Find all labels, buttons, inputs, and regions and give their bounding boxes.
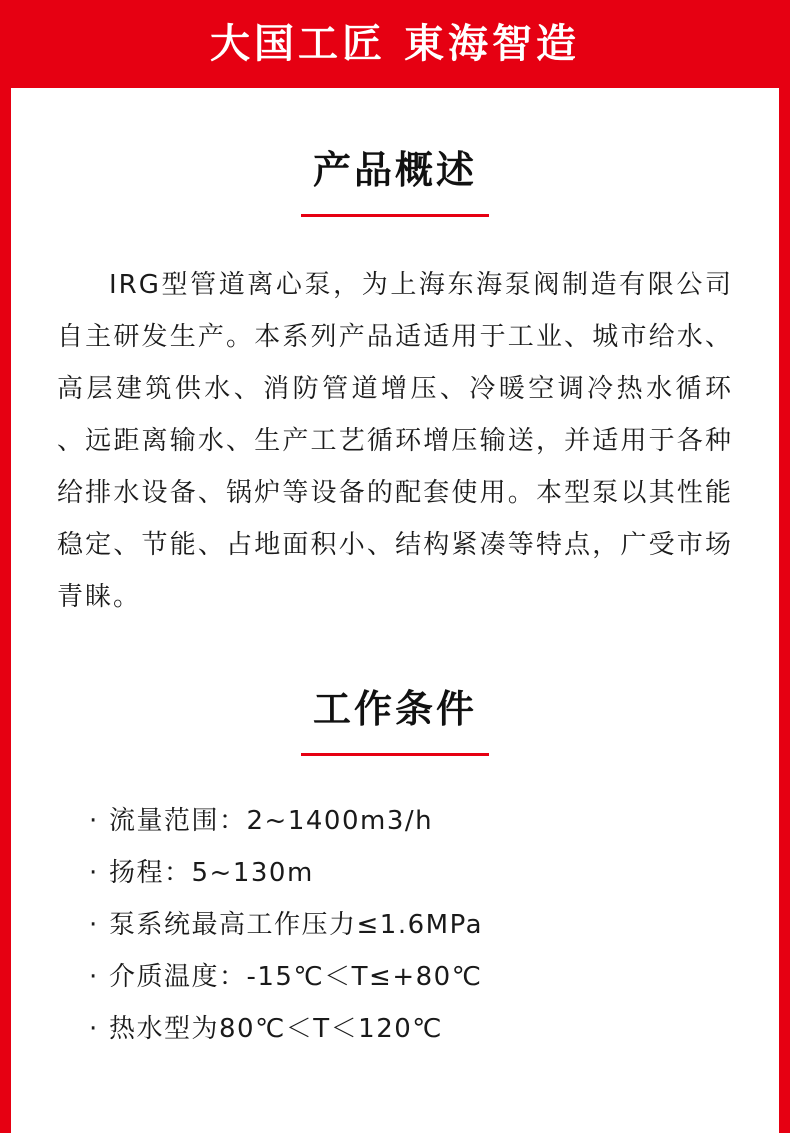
bullet-icon: · — [89, 909, 99, 940]
list-item-label: 热水型为80℃＜T＜120℃ — [109, 1014, 443, 1045]
section-title: 工作条件 — [312, 686, 477, 731]
list-item-label: 流量范围：2~1400m3/h — [109, 805, 434, 836]
bullet-icon: · — [89, 857, 99, 888]
banner-title: 大国工匠 東海智造 — [210, 21, 580, 67]
document-content — [11, 150, 779, 1050]
heading-underline — [301, 753, 489, 756]
bullet-icon: · — [89, 1014, 99, 1045]
list-item — [89, 800, 729, 842]
spec-list — [45, 800, 745, 1051]
list-item-label: 扬程：5~130m — [109, 857, 314, 888]
section-heading-overview — [45, 150, 745, 217]
list-item — [89, 904, 729, 946]
list-item — [89, 1008, 729, 1050]
list-item-label: 泵系统最高工作压力≤1.6MPa — [109, 909, 484, 940]
overview-paragraph: IRG型管道离心泵，为上海东海泵阀制造有限公司自主研发生产。本系列产品适适用于工业、城市给水、高层建筑供水、消防管道增压、冷暖空调冷热水循环 、远距离输水、生产工艺循环增压输送，并适用于各种给排水设备、锅炉等设备的配套使用。本型泵以其性能稳定、节能、占地面积小、结构紧凑等特点，广受市场青睐。 — [57, 269, 733, 612]
list-item — [89, 852, 729, 894]
section-heading-working-conditions — [45, 686, 745, 756]
heading-underline — [301, 214, 489, 217]
bullet-icon: · — [89, 805, 99, 836]
list-item — [89, 956, 729, 998]
bullet-icon: · — [89, 961, 99, 992]
header-banner — [11, 0, 779, 88]
section-title: 产品概述 — [312, 148, 477, 192]
list-item-label: 介质温度：-15℃＜T≤+80℃ — [109, 961, 483, 992]
